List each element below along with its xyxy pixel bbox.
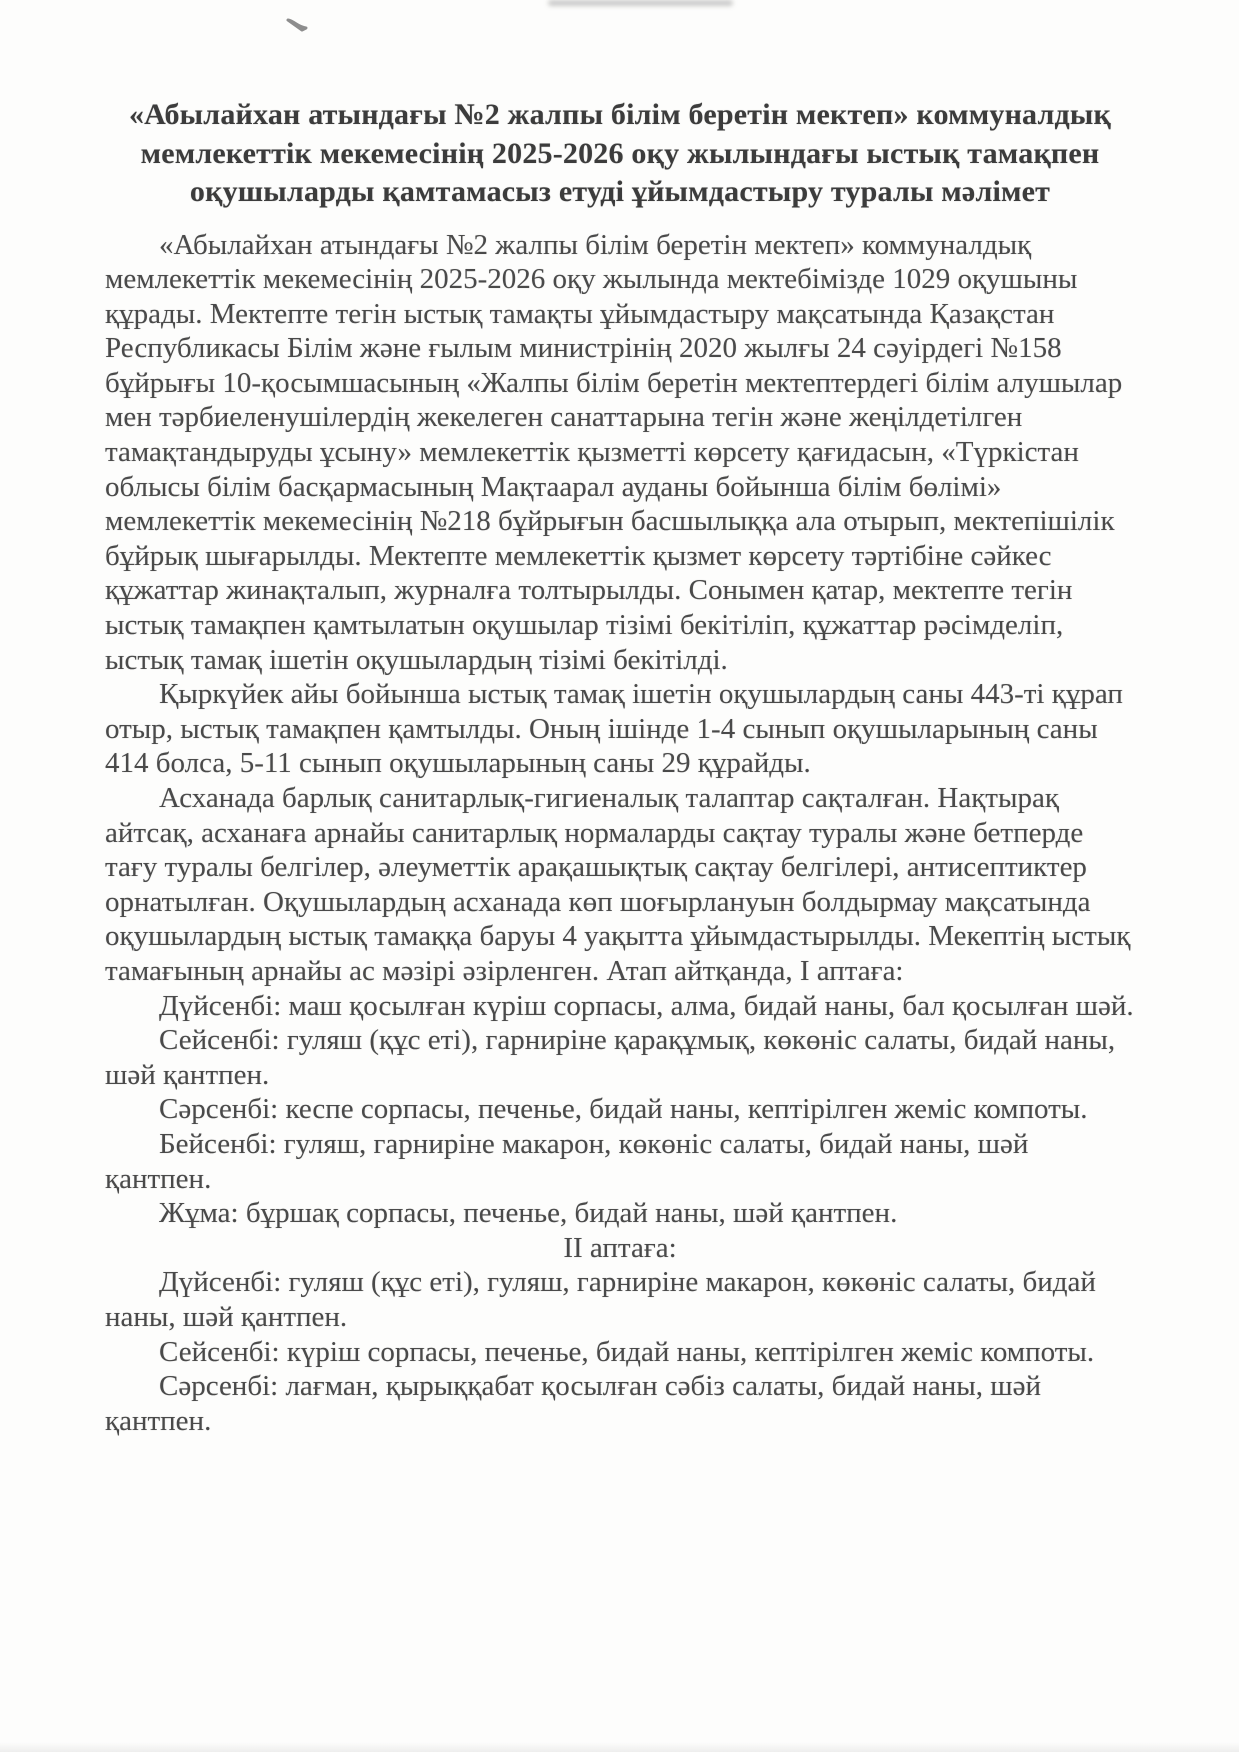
menu-week1-thursday: Бейсенбі: гуляш, гарниріне макарон, көкөніс салаты, бидай наны, шәй қантпен. — [105, 1127, 1029, 1195]
paragraph-intro: «Абылайхан атындағы №2 жалпы білім беретін мектеп» коммуналдық мемлекеттік мекемесінің 2025-2026 оқу жылында мектебімізде 1029 оқушыны құрады. Мектепте тегін ыстық тамақты ұйымдастыру мақсатында Қазақстан Республикасы Білім және ғылым министрінің 2020 жылғы 24 сәуірдегі №158 бұйрығы 10-қосымшасының «Жалпы білім беретін мектептердегі білім алушылар мен тәрбиеленушілердің жекелеген санаттарына тегін және жеңілдетілген тамақтандыруды ұсыну» мемлекеттік қызметті көрсету қағидасын, «Түркістан облысы білім басқармасының Мақтаарал ауданы бойынша білім бөлімі» мемлекеттік мекемесінің №218 бұйрығын басшылыққа ала отырып, мектепішілік бұйрық шығарылды. Мектепте мемлекеттік қызмет көрсету тәртібіне сәйкес құжаттар жинақталып, журналға толтырылды. Сонымен қатар, мектепте тегін ыстық тамақпен қамтылатын оқушылар тізімі бекітіліп, құжаттар рәсімделіп, ыстық тамақ ішетін оқушылардың тізімі бекітілді. — [105, 228, 1123, 676]
menu-week2-wednesday: Сәрсенбі: лағман, қырыққабат қосылған сәбіз салаты, бидай наны, шәй қантпен. — [105, 1370, 1041, 1437]
menu-week1-friday: Жұма: бұршақ сорпасы, печенье, бидай наны, шәй қантпен. — [159, 1197, 898, 1230]
menu-week1-monday: Дүйсенбі: маш қосылған күріш сорпасы, алма, бидай наны, бал қосылған шәй. — [159, 989, 1134, 1022]
menu-week2-monday: Дүйсенбі: гуляш (құс еті), гуляш, гарниріне макарон, көкөніс салаты, бидай наны, шәй қантпен. — [105, 1266, 1096, 1333]
menu-week1-tuesday: Сейсенбі: гуляш (құс еті), гарниріне қарақұмық, көкөніс салаты, бидай наны, шәй қантпен. — [105, 1024, 1116, 1091]
paragraph-enrollment-stats: Қыркүйек айы бойынша ыстық тамақ ішетін оқушылардың саны 443-ті құрап отыр, ыстық тамақпен қамтылды. Оның ішінде 1-4 сынып оқушыларының саны 414 болса, 5-11 сынып оқушыларының саны 29 құрайды. — [105, 678, 1123, 780]
menu-week2-tuesday: Сейсенбі: күріш сорпасы, печенье, бидай наны, кептірілген жеміс компоты. — [159, 1335, 1095, 1368]
scan-smudge-artifact — [548, 0, 733, 6]
pen-mark-icon — [286, 16, 312, 36]
menu-week1-wednesday: Сәрсенбі: кеспе сорпасы, печенье, бидай наны, кептірілген жеміс компоты. — [159, 1093, 1088, 1126]
document-title: «Абылайхан атындағы №2 жалпы білім беретін мектеп» коммуналдық мемлекеттік мекемесінің 2025-2026 оқу жылындағы ыстық тамақпен оқушыларды қамтамасыз етуді ұйымдастыру туралы мәлімет — [128, 98, 1112, 208]
paragraph-canteen-sanitation: Асханада барлық санитарлық-гигиеналық талаптар сақталған. Нақтырақ айтсақ, асханаға арнайы санитарлық нормаларды сақтау туралы және бетперде тағу туралы белгілер, әлеуметтік арақашықтық сақтау белгілері, антисептиктер орнатылған. Оқушылардың асханада көп шоғырлануын болдырмау мақсатында оқушылардың ыстық тамаққа баруы 4 уақытта ұйымдастырылды. Мекептің ыстық тамағының арнайы ас мәзірі әзірленген. Атап айтқанда, I аптаға: — [105, 782, 1131, 987]
week2-heading: II аптаға: — [563, 1231, 677, 1264]
